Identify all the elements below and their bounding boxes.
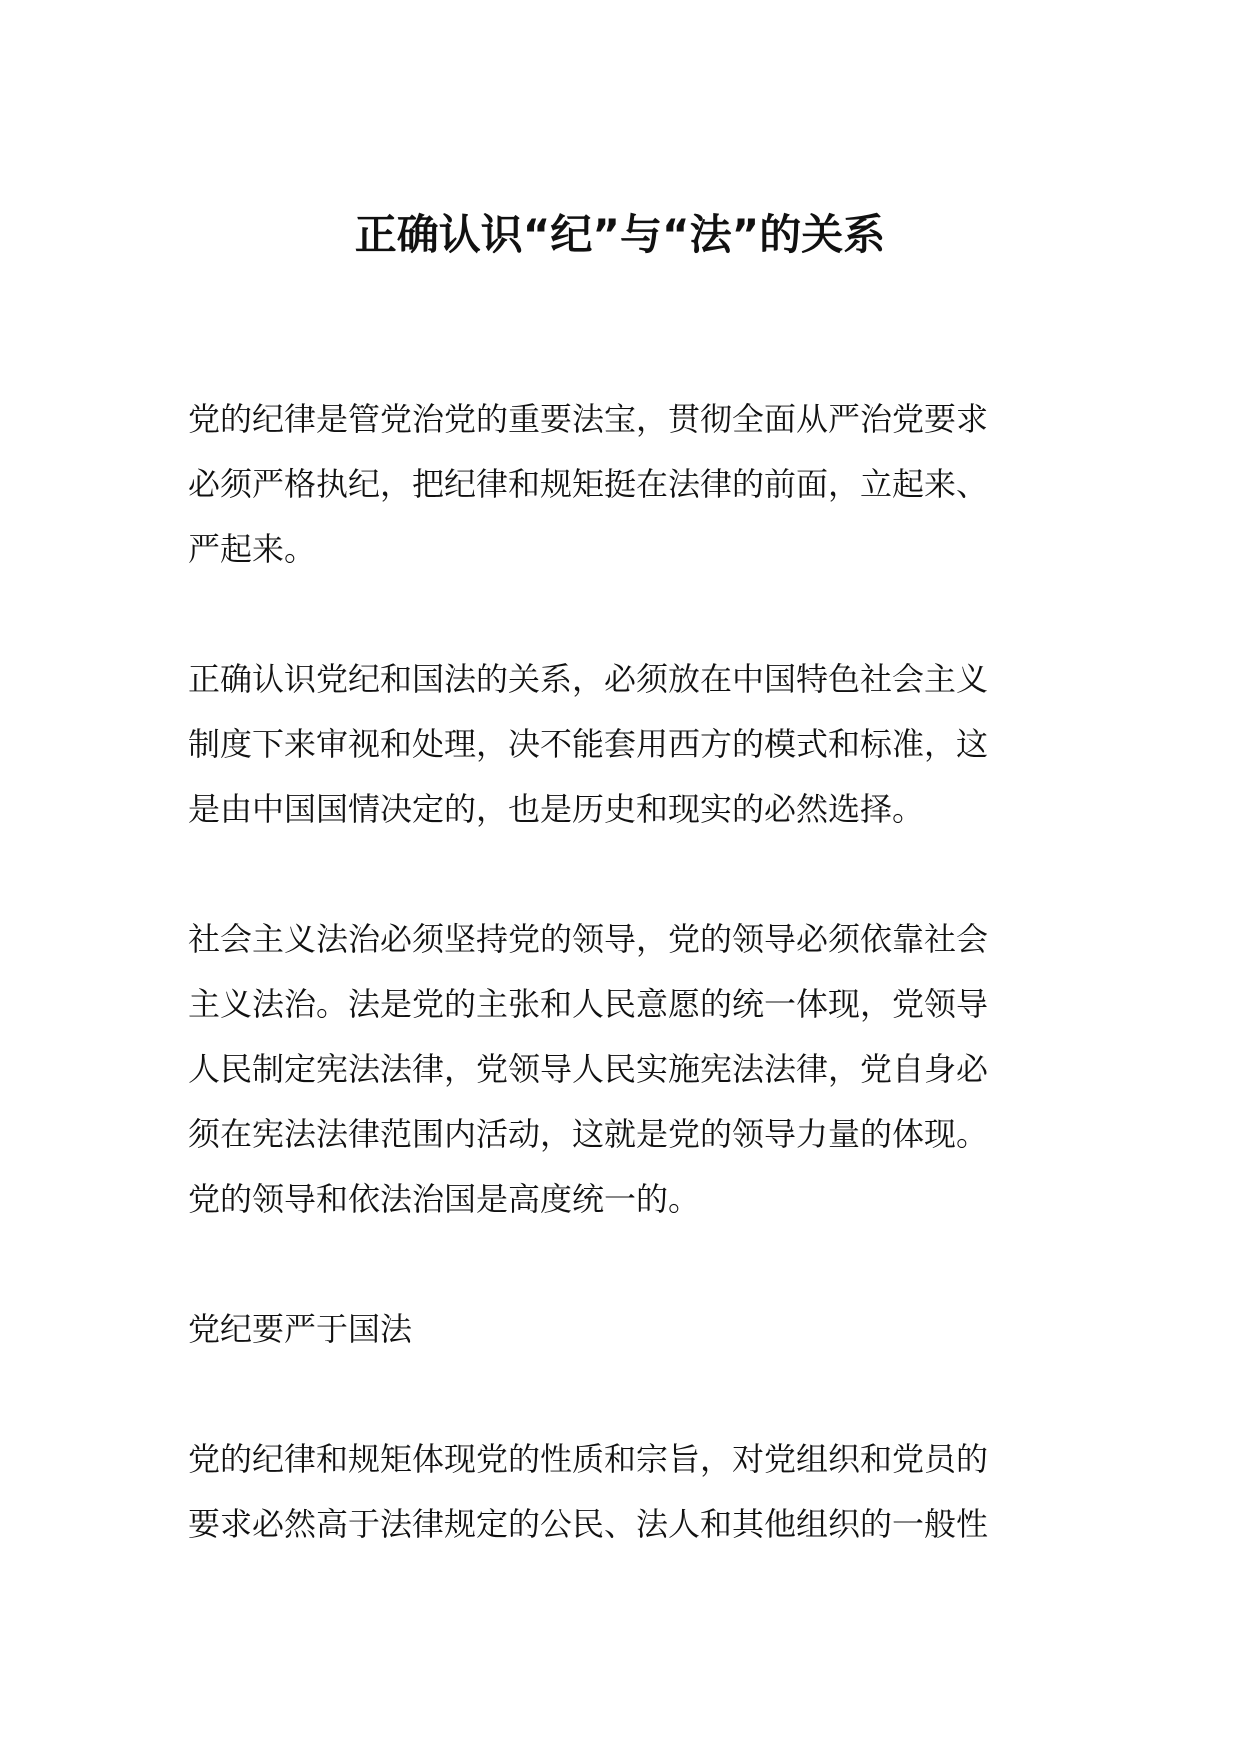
text-line: 正确认识党纪和国法的关系，必须放在中国特色社会主义: [188, 660, 989, 698]
text-line: 党的领导和依法治国是高度统一的。: [188, 1180, 701, 1218]
text-line: 要求必然高于法律规定的公民、法人和其他组织的一般性: [188, 1505, 989, 1543]
paragraph-2: [188, 647, 1060, 842]
paragraph-1: [188, 387, 1060, 582]
text-line: 党纪要严于国法: [188, 1310, 413, 1348]
text-line: 党的纪律和规矩体现党的性质和宗旨，对党组织和党员的: [188, 1440, 989, 1478]
text-line: 主义法治。法是党的主张和人民意愿的统一体现，党领导: [188, 985, 989, 1023]
text-line: 是由中国国情决定的，也是历史和现实的必然选择。: [188, 790, 925, 828]
document-body: [188, 387, 1060, 1622]
text-line: 党的纪律是管党治党的重要法宝，贯彻全面从严治党要求: [188, 400, 989, 438]
text-line: 必须严格执纪，把纪律和规矩挺在法律的前面，立起来、: [188, 465, 989, 503]
text-line: 社会主义法治必须坚持党的领导，党的领导必须依靠社会: [188, 920, 989, 958]
paragraph-5: [188, 1427, 1060, 1557]
text-line: 须在宪法法律范围内活动，这就是党的领导力量的体现。: [188, 1115, 989, 1153]
text-line: 制度下来审视和处理，决不能套用西方的模式和标准，这: [188, 725, 989, 763]
text-line: 严起来。: [188, 530, 317, 568]
document-title: 正确认识“纪”与“法”的关系: [354, 210, 886, 259]
section-heading: [188, 1297, 1060, 1362]
paragraph-3: [188, 907, 1060, 1232]
text-line: 人民制定宪法法律，党领导人民实施宪法法律，党自身必: [188, 1050, 989, 1088]
